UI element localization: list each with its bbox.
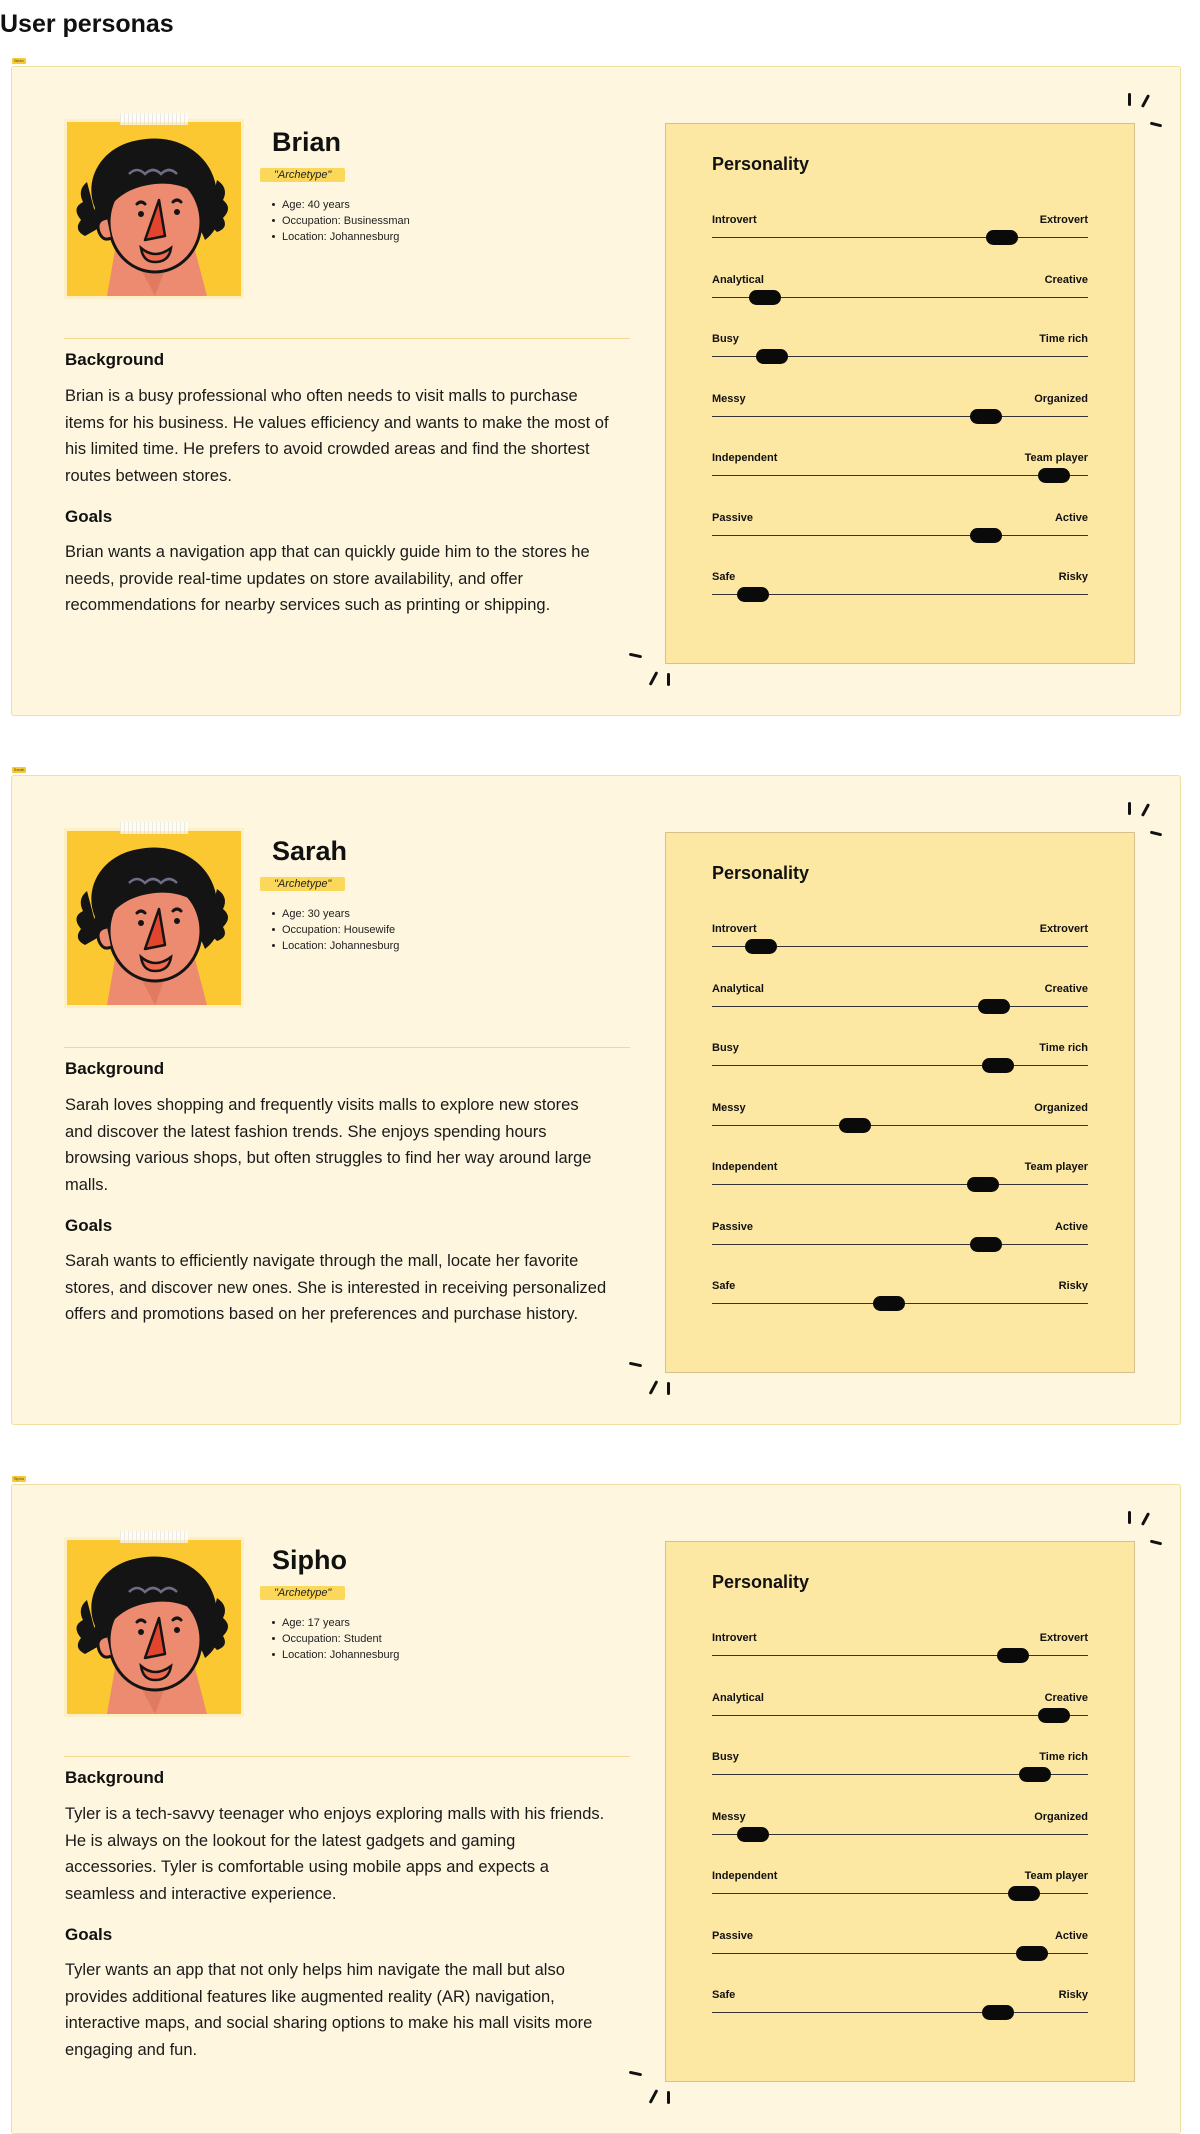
trait-right-label: Creative bbox=[1044, 273, 1088, 286]
trait-left-label: Busy bbox=[712, 333, 739, 345]
personality-title: Personality bbox=[712, 863, 810, 883]
trait-knob[interactable] bbox=[756, 349, 788, 364]
trait-slider bbox=[712, 1692, 1088, 1732]
goals-text: Brian wants a navigation app that can quickly guide him to the stores he needs, provide real-time updates on store availability, and offer recommendations for nearby services such as printing or shipping. bbox=[65, 543, 590, 614]
trait-track bbox=[712, 1184, 1088, 1185]
trait-knob[interactable] bbox=[737, 587, 769, 602]
persona-facts bbox=[270, 1615, 399, 1663]
personality-panel bbox=[665, 832, 1135, 1373]
trait-slider bbox=[712, 983, 1088, 1023]
trait-knob[interactable] bbox=[839, 1118, 871, 1133]
page-title: User personas bbox=[0, 10, 174, 38]
avatar-illustration bbox=[67, 831, 241, 1005]
trait-knob[interactable] bbox=[982, 2005, 1014, 2020]
avatar-illustration bbox=[67, 1540, 241, 1714]
sparkle-doodle bbox=[629, 2071, 642, 2077]
trait-knob[interactable] bbox=[737, 1827, 769, 1842]
divider bbox=[64, 1047, 630, 1048]
trait-left-label: Independent bbox=[712, 1161, 778, 1173]
trait-track bbox=[712, 1655, 1088, 1656]
trait-track bbox=[712, 1065, 1088, 1066]
avatar bbox=[64, 119, 244, 299]
trait-slider bbox=[712, 333, 1088, 373]
trait-track bbox=[712, 535, 1088, 536]
sparkle-doodle bbox=[667, 1382, 670, 1395]
goals-text: Tyler wants an app that not only helps him navigate the mall but also provides additional features like augmented reality (AR) navigation, interactive maps, and social sharing options to make his mall visits more engaging and fun. bbox=[65, 1961, 593, 2059]
trait-slider bbox=[712, 452, 1088, 492]
tape-decoration bbox=[120, 822, 188, 834]
persona-tag[interactable]: Sarah bbox=[13, 767, 25, 772]
sparkle-doodle bbox=[1128, 1511, 1131, 1524]
trait-right-label: Active bbox=[1054, 511, 1088, 524]
persona-name: Sipho bbox=[272, 1545, 347, 1575]
trait-right-label: Organized bbox=[1034, 392, 1088, 405]
trait-right-label: Time rich bbox=[1039, 1042, 1088, 1054]
trait-slider bbox=[712, 393, 1088, 433]
trait-slider bbox=[712, 1989, 1088, 2029]
avatar bbox=[64, 828, 244, 1008]
sparkle-doodle bbox=[1150, 831, 1162, 837]
trait-knob[interactable] bbox=[978, 999, 1010, 1014]
archetype-badge: "Archetype" bbox=[260, 168, 345, 182]
trait-right-label: Time rich bbox=[1039, 333, 1088, 345]
trait-knob[interactable] bbox=[1016, 1946, 1048, 1961]
trait-left-label: Introvert bbox=[712, 214, 757, 226]
sparkle-doodle bbox=[1128, 802, 1131, 815]
trait-left-label: Passive bbox=[712, 1929, 753, 1942]
trait-knob[interactable] bbox=[967, 1177, 999, 1192]
persona-facts bbox=[270, 906, 399, 954]
trait-track bbox=[712, 1006, 1088, 1007]
trait-knob[interactable] bbox=[1038, 468, 1070, 483]
trait-slider bbox=[712, 571, 1088, 611]
trait-right-label: Team player bbox=[1024, 1870, 1088, 1882]
trait-left-label: Independent bbox=[712, 452, 778, 464]
persona-card-sipho bbox=[11, 1484, 1181, 2134]
trait-knob[interactable] bbox=[986, 230, 1018, 245]
trait-slider bbox=[712, 1280, 1088, 1320]
sparkle-doodle bbox=[667, 673, 670, 686]
trait-slider bbox=[712, 1811, 1088, 1851]
trait-left-label: Analytical bbox=[712, 1691, 764, 1704]
trait-left-label: Messy bbox=[712, 1810, 746, 1823]
trait-track bbox=[712, 1715, 1088, 1716]
trait-track bbox=[712, 1125, 1088, 1126]
trait-knob[interactable] bbox=[1038, 1708, 1070, 1723]
trait-track bbox=[712, 1244, 1088, 1245]
sparkle-doodle bbox=[1141, 803, 1150, 817]
trait-track bbox=[712, 416, 1088, 417]
trait-knob[interactable] bbox=[873, 1296, 905, 1311]
trait-right-label: Extrovert bbox=[1039, 1632, 1088, 1644]
fact-age: Age: 30 years bbox=[270, 906, 399, 922]
trait-knob[interactable] bbox=[745, 939, 777, 954]
trait-right-label: Active bbox=[1054, 1220, 1088, 1233]
trait-knob[interactable] bbox=[1008, 1886, 1040, 1901]
trait-slider bbox=[712, 214, 1088, 254]
tape-decoration bbox=[120, 1531, 188, 1543]
persona-name: Brian bbox=[272, 127, 342, 157]
trait-slider bbox=[712, 1042, 1088, 1082]
trait-right-label: Risky bbox=[1058, 571, 1088, 583]
background-heading: Background bbox=[65, 1059, 165, 1078]
background-text: Brian is a busy professional who often needs to visit malls to purchase items for his business. He values efficiency and wants to make the most of his limited time. He prefers to avoid crowded areas and find the shortest routes between stores. bbox=[65, 387, 609, 485]
persona-tag[interactable]: Brian bbox=[12, 58, 26, 64]
trait-right-label: Time rich bbox=[1039, 1751, 1088, 1763]
fact-occupation: Occupation: Student bbox=[270, 1631, 399, 1647]
background-heading: Background bbox=[65, 1768, 165, 1787]
trait-slider bbox=[712, 1161, 1088, 1201]
trait-right-label: Active bbox=[1054, 1929, 1088, 1942]
trait-left-label: Safe bbox=[712, 571, 736, 583]
background-text: Tyler is a tech-savvy teenager who enjoys exploring malls with his friends. He is always on the lookout for the latest gadgets and gaming accessories. Tyler is comfortable using mobile apps and expects a seamless and interactive experience. bbox=[65, 1805, 605, 1903]
divider bbox=[64, 1756, 630, 1757]
trait-right-label: Extrovert bbox=[1039, 923, 1088, 935]
trait-left-label: Safe bbox=[712, 1989, 736, 2001]
trait-left-label: Passive bbox=[712, 1220, 753, 1233]
trait-slider bbox=[712, 1221, 1088, 1261]
avatar-illustration bbox=[67, 122, 241, 296]
persona-tag[interactable]: Sipho bbox=[13, 1476, 25, 1481]
trait-slider bbox=[712, 1632, 1088, 1672]
divider bbox=[64, 338, 630, 339]
fact-age: Age: 17 years bbox=[270, 1615, 399, 1631]
trait-slider bbox=[712, 1930, 1088, 1970]
trait-left-label: Analytical bbox=[712, 982, 764, 995]
personality-title: Personality bbox=[712, 1572, 810, 1592]
archetype-badge: "Archetype" bbox=[260, 1586, 345, 1600]
persona-name: Sarah bbox=[272, 836, 348, 866]
goals-heading: Goals bbox=[65, 1925, 113, 1944]
trait-right-label: Organized bbox=[1034, 1810, 1088, 1823]
fact-occupation: Occupation: Housewife bbox=[270, 922, 399, 938]
avatar bbox=[64, 1537, 244, 1717]
fact-location: Location: Johannesburg bbox=[270, 229, 410, 245]
trait-right-label: Organized bbox=[1034, 1101, 1088, 1114]
trait-left-label: Busy bbox=[712, 1751, 739, 1763]
sparkle-doodle bbox=[1150, 122, 1162, 128]
trait-left-label: Independent bbox=[712, 1870, 778, 1882]
goals-heading: Goals bbox=[65, 507, 113, 526]
trait-knob[interactable] bbox=[970, 409, 1002, 424]
sparkle-doodle bbox=[1128, 93, 1131, 106]
trait-track bbox=[712, 2012, 1088, 2013]
sparkle-doodle bbox=[649, 671, 659, 686]
sparkle-doodle bbox=[1150, 1540, 1162, 1546]
trait-knob[interactable] bbox=[970, 528, 1002, 543]
trait-left-label: Introvert bbox=[712, 1632, 757, 1644]
trait-slider bbox=[712, 512, 1088, 552]
trait-right-label: Risky bbox=[1058, 1280, 1088, 1292]
trait-left-label: Analytical bbox=[712, 273, 764, 286]
background-text: Sarah loves shopping and frequently visits malls to explore new stores and discover the latest fashion trends. She enjoys spending hours browsing various shops, but often struggles to find her way around large malls. bbox=[65, 1096, 592, 1194]
trait-knob[interactable] bbox=[1019, 1767, 1051, 1782]
trait-slider bbox=[712, 1102, 1088, 1142]
fact-occupation: Occupation: Businessman bbox=[270, 213, 410, 229]
trait-right-label: Creative bbox=[1044, 982, 1088, 995]
trait-slider bbox=[712, 923, 1088, 963]
trait-track bbox=[712, 237, 1088, 238]
personality-title: Personality bbox=[712, 154, 810, 174]
trait-left-label: Passive bbox=[712, 511, 753, 524]
trait-slider bbox=[712, 1751, 1088, 1791]
persona-facts bbox=[270, 197, 410, 245]
goals-heading: Goals bbox=[65, 1216, 113, 1235]
trait-knob[interactable] bbox=[749, 290, 781, 305]
trait-left-label: Introvert bbox=[712, 923, 757, 935]
trait-left-label: Busy bbox=[712, 1042, 739, 1054]
persona-card-sarah bbox=[11, 775, 1181, 1425]
trait-right-label: Team player bbox=[1024, 1161, 1088, 1173]
trait-left-label: Safe bbox=[712, 1280, 736, 1292]
trait-left-label: Messy bbox=[712, 1101, 746, 1114]
trait-slider bbox=[712, 1870, 1088, 1910]
sparkle-doodle bbox=[649, 1380, 659, 1395]
personality-panel bbox=[665, 1541, 1135, 2082]
trait-knob[interactable] bbox=[970, 1237, 1002, 1252]
trait-right-label: Extrovert bbox=[1039, 214, 1088, 226]
sparkle-doodle bbox=[1141, 1512, 1150, 1526]
persona-card-brian bbox=[11, 66, 1181, 716]
fact-location: Location: Johannesburg bbox=[270, 1647, 399, 1663]
trait-right-label: Creative bbox=[1044, 1691, 1088, 1704]
trait-knob[interactable] bbox=[982, 1058, 1014, 1073]
sparkle-doodle bbox=[667, 2091, 670, 2104]
trait-slider bbox=[712, 274, 1088, 314]
sparkle-doodle bbox=[649, 2089, 659, 2104]
goals-text: Sarah wants to efficiently navigate through the mall, locate her favorite stores, and discover new ones. She is interested in receiving personalized offers and promotions based on her preferences and purchase history. bbox=[65, 1252, 607, 1323]
background-heading: Background bbox=[65, 350, 165, 369]
fact-location: Location: Johannesburg bbox=[270, 938, 399, 954]
trait-right-label: Risky bbox=[1058, 1989, 1088, 2001]
sparkle-doodle bbox=[1141, 94, 1150, 108]
fact-age: Age: 40 years bbox=[270, 197, 410, 213]
trait-left-label: Messy bbox=[712, 392, 746, 405]
sparkle-doodle bbox=[629, 653, 642, 659]
tape-decoration bbox=[120, 113, 188, 125]
sparkle-doodle bbox=[629, 1362, 642, 1368]
trait-track bbox=[712, 475, 1088, 476]
archetype-badge: "Archetype" bbox=[260, 877, 345, 891]
trait-knob[interactable] bbox=[997, 1648, 1029, 1663]
personality-panel bbox=[665, 123, 1135, 664]
trait-right-label: Team player bbox=[1024, 452, 1088, 464]
